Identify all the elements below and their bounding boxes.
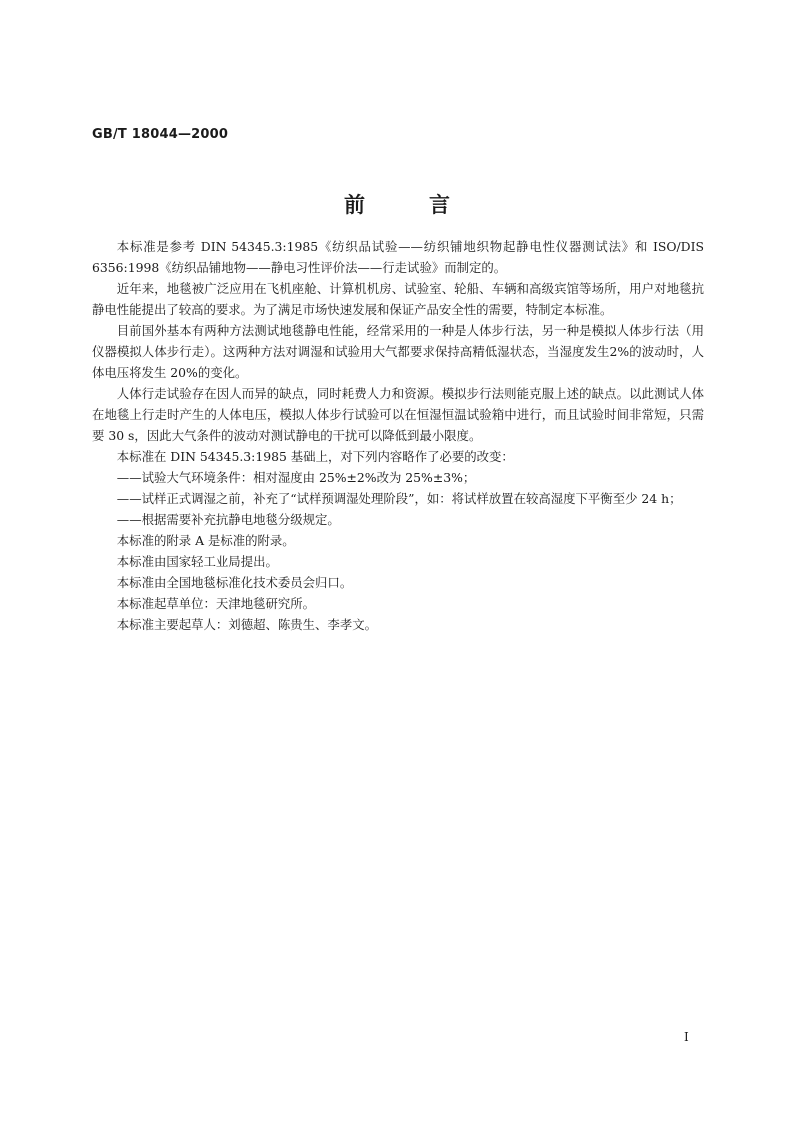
- list-item-change-preconditioning: ——试样正式调湿之前，补充了“试样预调湿处理阶段”，如：将试样放置在较高湿度下平衡至少 24 h；: [116, 491, 682, 506]
- paragraph-background: 近年来，地毯被广泛应用在飞机座舱、计算机机房、试验室、轮船、车辆和高级宾馆等场所，用户对地毯抗静电性能提出了较高的要求。为了满足市场快速发展和保证产品安全性的需要，特制定本标准。: [92, 281, 704, 317]
- paragraph-appendix: 本标准的附录 A 是标准的附录。: [116, 533, 295, 548]
- paragraph-test-methods: 目前国外基本有两种方法测试地毯静电性能，经常采用的一种是人体步行法，另一种是模拟人体步行法（用仪器模拟人体步行走）。这两种方法对调湿和试验用大气都要求保持高精低湿状态，当湿度发生2%的波动时，人体电压将发生 20%的变化。: [92, 323, 704, 380]
- paragraph-reference-standards: 本标准是参考 DIN 54345.3:1985《纺织品试验——纺织铺地织物起静电性仪器测试法》和 ISO/DIS 6356:1998《纺织品铺地物——静电习性评价法——行走试验》而制定的。: [92, 239, 704, 275]
- paragraph-proposed-by: 本标准由国家轻工业局提出。: [116, 554, 278, 569]
- list-item-change-grading: ——根据需要补充抗静电地毯分级规定。: [116, 512, 340, 527]
- paragraph-managed-by: 本标准由全国地毯标准化技术委员会归口。: [116, 575, 353, 590]
- page-title: 前言: [344, 193, 514, 217]
- paragraph-walking-test: 人体行走试验存在因人而异的缺点，同时耗费人力和资源。模拟步行法则能克服上述的缺点。以此测试人体在地毯上行走时产生的人体电压，模拟人体步行试验可以在恒湿恒温试验箱中进行，而且试验时间非常短，只需要 30 s，因此大气条件的波动对测试静电的干扰可以降低到最小限度。: [92, 386, 704, 443]
- list-item-change-atmosphere: ——试验大气环境条件：相对湿度由 25%±2%改为 25%±3%；: [116, 470, 476, 485]
- paragraph-drafting-unit: 本标准起草单位：天津地毯研究所。: [116, 596, 316, 611]
- paragraph-drafters: 本标准主要起草人：刘德超、陈贵生、李孝文。: [116, 617, 377, 632]
- page-number: I: [684, 1030, 689, 1044]
- document-code: GB/T 18044—2000: [92, 127, 229, 142]
- foreword-body: [92, 236, 704, 635]
- paragraph-changes-intro: 本标准在 DIN 54345.3:1985 基础上，对下列内容略作了必要的改变：: [116, 449, 514, 464]
